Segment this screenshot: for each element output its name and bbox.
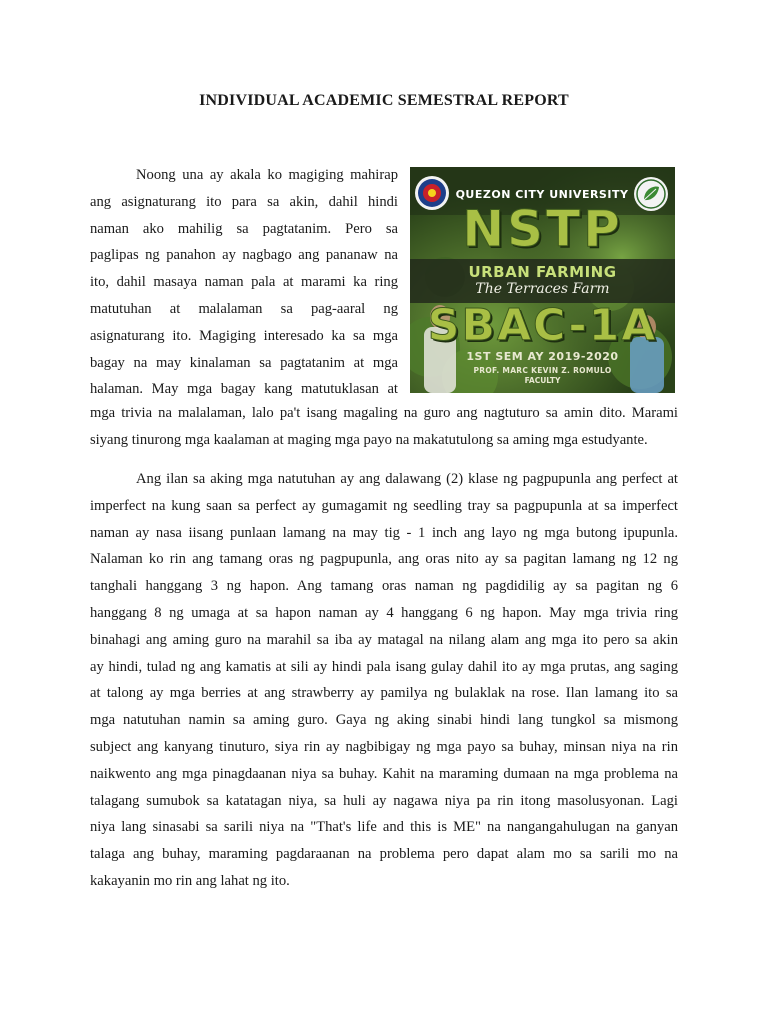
text-line: mga natutuhan namin sa aming guro. Gaya ng aking sinabi hindi lang tungkol sa mismong [90, 712, 678, 729]
text-line: tanghali hanggang 3 ng hapon. Ang tamang oras naman ng pagdidilig ay sa pagitan ng 6 [90, 578, 678, 595]
poster-program: URBAN FARMING [468, 263, 617, 281]
text-line: at talong ay mga berries at ang strawberry ay pamilya ng bulaklak na rose. Ilan lamang ito sa [90, 685, 678, 702]
text-line: ay hindi, tulad ng ang kamatis at sili ay hindi pala isang gulay dahil ito ay mga prutas, ang saging [90, 658, 678, 675]
poster-university: QUEZON CITY UNIVERSITY [455, 188, 629, 201]
text-line: Ang ilan sa aking mga natutuhan ay ang dalawang (2) klase ng pagpupunla ang perfect at [136, 471, 678, 487]
text-line: naman ako mahilig sa pagtatanim. Pero sa [90, 220, 398, 237]
poster-section: SBAC-1A [427, 300, 658, 351]
text-line: matutuhan at malalaman sa pag-aaral ng [90, 300, 398, 317]
paragraph-1-wrapped [90, 162, 398, 403]
nstp-poster-image [410, 167, 675, 393]
text-line: naikwento ang mga pinagdaanan niya sa buhay. Kahit na maraming dumaan na mga problema na [90, 765, 678, 782]
text-line: siyang tinurong mga kaalaman at maging mga payo na makatutulong sa aming mga estudyante. [90, 431, 648, 448]
text-line: ang asignaturang ito para sa akin, dahil hindi [90, 193, 398, 210]
poster-subtitle: The Terraces Farm [475, 281, 610, 297]
text-line: Nalaman ko rin ang tamang oras ng pagpupunla, ang oras nito ay sa pagitan lamang ng 12 ng [90, 551, 678, 568]
poster-heading: NSTP [462, 200, 623, 258]
text-line: ito, dahil masaya naman pala at marami ka ring [90, 274, 398, 291]
text-line: talagang sumubok sa katatagan niya, sa huli ay nagawa niya pa rin itong masolusyonan. Lagi [90, 792, 678, 809]
text-line: kakayanin mo rin ang lahat ng ito. [90, 872, 290, 889]
text-line: mga trivia na malalaman, lalo pa't isang magaling na guro ang nagtuturo sa amin dito. Marami [90, 405, 678, 421]
page-title: INDIVIDUAL ACADEMIC SEMESTRAL REPORT [199, 92, 569, 109]
text-line: halaman. May mga bagay kang matutuklasan at [90, 381, 398, 398]
poster-semester: 1ST SEM AY 2019-2020 [466, 350, 619, 363]
text-line: hanggang 8 ng umaga at sa hapon naman ay 4 hanggang 6 ng hapon. May mga trivia ring [90, 604, 678, 621]
poster-role: FACULTY [524, 376, 561, 385]
paragraph-2 [90, 466, 678, 895]
poster-professor: PROF. MARC KEVIN Z. ROMULO [473, 366, 612, 375]
text-line: imperfect na kung saan sa perfect ay gumagamit ng seedling tray sa pagpupunla at sa imperfect [90, 497, 678, 514]
text-line: binahagi ang aming guro na marahil sa iba ay matagal na nilang alam ang mga ito pero sa akin [90, 631, 678, 648]
text-line: paglipas ng panahon ay nagbago ang pananaw na [90, 247, 398, 264]
text-line: bagay na may kinalaman sa pagtatanim at mga [90, 354, 398, 371]
text-line: Noong una ay akala ko magiging mahirap [136, 167, 398, 183]
text-line: niya lang sinasabi sa sarili niya na "That's life and this is ME" na nangangahulugan na ganyan [90, 819, 678, 836]
paragraph-1-continued [90, 400, 678, 454]
text-line: talaga ang buhay, maraming pagdaraanan na problema pero dapat alam mo sa sarili mo na [90, 846, 678, 863]
text-line: asignaturang ito. Magiging interesado ka sa mga [90, 327, 398, 344]
text-line: naman ay nasa iisang punlaan lamang na may tig - 1 inch ang layo ng mga butong ipupunla. [90, 524, 678, 541]
text-line: subject ang kanyang tinuturo, siya rin ay nagbibigay ng mga payo sa buhay, minsan niya na rin [90, 738, 678, 755]
